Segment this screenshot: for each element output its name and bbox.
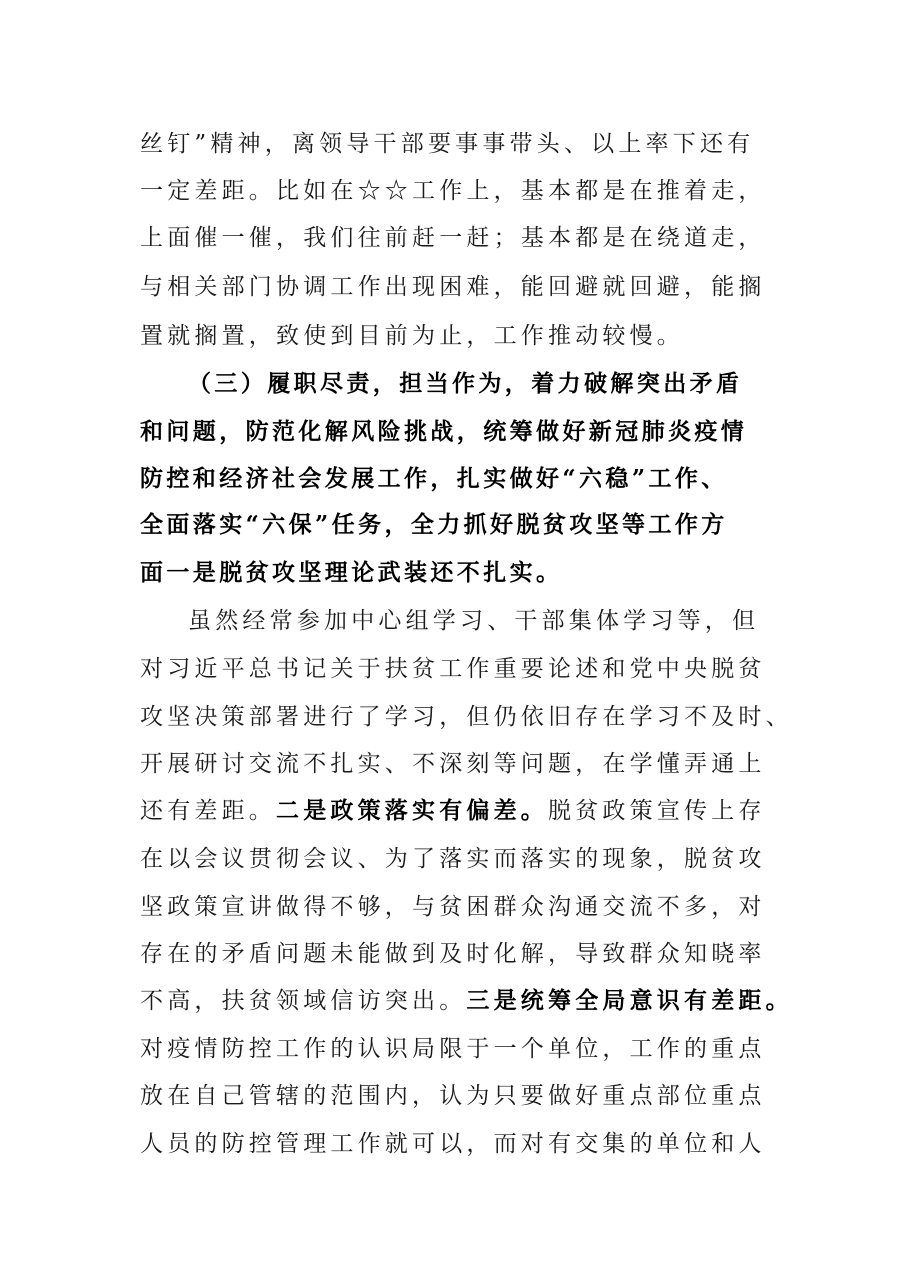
section-heading-line (140, 456, 728, 502)
text-line (140, 1121, 766, 1167)
text-line (140, 788, 766, 834)
heading-run: 和问题，防范化解风险挑战，统筹做好新冠肺炎疫情 (140, 418, 748, 445)
text-run: 置就搁置，致使到目前为止，工作推动较慢。 (140, 323, 684, 349)
text-line (140, 168, 766, 214)
text-line (140, 1026, 766, 1072)
section-heading-line (188, 361, 742, 407)
text-run: 攻坚决策部署进行了学习，但仍依旧存在学习不及时、 (140, 704, 793, 730)
text-line (140, 836, 766, 882)
text-run: 存在的矛盾问题未能做到及时化解，导致群众知晓率 (140, 941, 766, 967)
section-heading-line (140, 409, 747, 455)
text-run: 在以会议贯彻会议、为了落实而落实的现象，脱贫攻 (140, 846, 766, 872)
text-line (140, 1073, 766, 1119)
section-heading-line (140, 502, 728, 548)
text-run: 坚政策宣讲做得不够，与贫困群众沟通交流不多，对 (140, 894, 766, 920)
text-run: 与相关部门协调工作出现困难，能回避就回避，能搁 (140, 274, 766, 300)
text-line (140, 978, 793, 1024)
heading-run: 全面落实“六保”任务，全力抓好脱贫攻坚等工作方 (140, 511, 728, 538)
text-line (140, 741, 766, 787)
text-run: 一定差距。比如在☆☆工作上，基本都是在推着走， (140, 178, 766, 204)
heading-run: （三）履职尽责，担当作为，着力破解突出矛盾 (188, 370, 743, 397)
text-line (140, 215, 766, 261)
text-run: 不高，扶贫领域信访突出。 (140, 988, 467, 1014)
text-line (140, 931, 766, 977)
text-run: 脱贫政策宣传上存 (548, 798, 766, 824)
text-run: 放在自己管辖的范围内，认为只要做好重点部位重点 (140, 1083, 766, 1109)
text-line (140, 264, 766, 310)
heading-run: 面一是脱贫攻坚理论武装还不扎实。 (140, 559, 563, 586)
text-line (140, 313, 684, 359)
text-run: 还有差距。 (140, 798, 276, 824)
text-run: 开展研讨交流不扎实、不深刻等问题，在学懂弄通上 (140, 751, 766, 777)
heading-run: 防控和经济社会发展工作，扎实做好“六稳”工作、 (140, 465, 728, 492)
text-line (188, 598, 759, 644)
text-line (140, 884, 766, 930)
text-run: 丝钉”精神，离领导干部要事事带头、以上率下还有 (140, 131, 755, 157)
text-run: 上面催一催，我们往前赶一赶；基本都是在绕道走， (140, 225, 766, 251)
section-heading-line (140, 550, 562, 596)
bold-run: 二是政策落实有偏差。 (276, 797, 548, 824)
text-line (140, 646, 766, 692)
text-line (140, 121, 754, 167)
bold-run: 三是统筹全局意识有差距。 (466, 987, 793, 1014)
text-run: 人员的防控管理工作就可以，而对有交集的单位和人 (140, 1131, 766, 1157)
text-run: 对疫情防控工作的认识局限于一个单位，工作的重点 (140, 1036, 766, 1062)
text-run: 虽然经常参加中心组学习、干部集体学习等，但 (188, 608, 760, 634)
text-run: 对习近平总书记关于扶贫工作重要论述和党中央脱贫 (140, 656, 766, 682)
text-line (140, 694, 793, 740)
